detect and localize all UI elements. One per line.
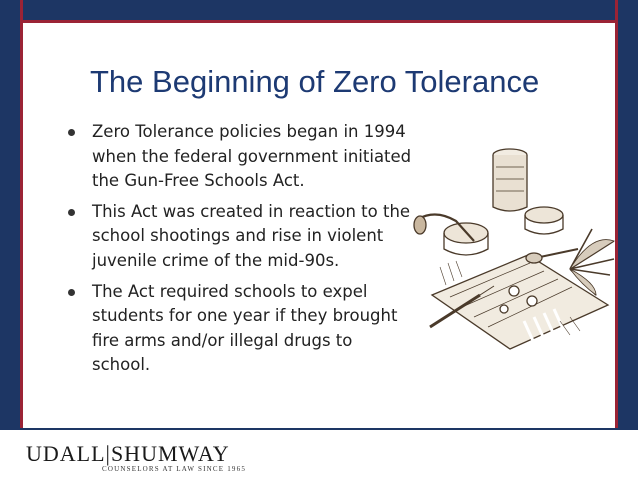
bullet-text: This Act was created in reaction to the school shootings and rise in violent juvenile crime of the mid-90s. [92, 201, 411, 270]
bullet-dot-icon [68, 289, 75, 296]
logo-wordmark: UDALL|SHUMWAY [26, 441, 230, 466]
logo-tagline: COUNSELORS AT LAW SINCE 1965 [102, 465, 247, 473]
frame-top-border [0, 0, 638, 20]
bullet-item [66, 280, 414, 378]
bullet-list [66, 120, 414, 384]
slide-title: The Beginning of Zero Tolerance [90, 64, 540, 99]
bullet-item [66, 200, 414, 274]
drugs-and-paraphernalia-illustration [410, 145, 616, 355]
bullet-dot-icon [68, 209, 75, 216]
frame-right-border [618, 0, 638, 428]
frame-top-red-rule [20, 20, 618, 23]
frame-left-red-rule [20, 0, 23, 428]
frame-left-border [0, 0, 20, 428]
bullet-dot-icon [68, 129, 75, 136]
bullet-text: The Act required schools to expel students for one year if they brought fire arms and/or illegal drugs to school. [92, 281, 398, 375]
footer-rule [0, 428, 638, 430]
bullet-item [66, 120, 414, 194]
bullet-text: Zero Tolerance policies began in 1994 when the federal government initiated the Gun-Free Schools Act. [92, 122, 412, 191]
